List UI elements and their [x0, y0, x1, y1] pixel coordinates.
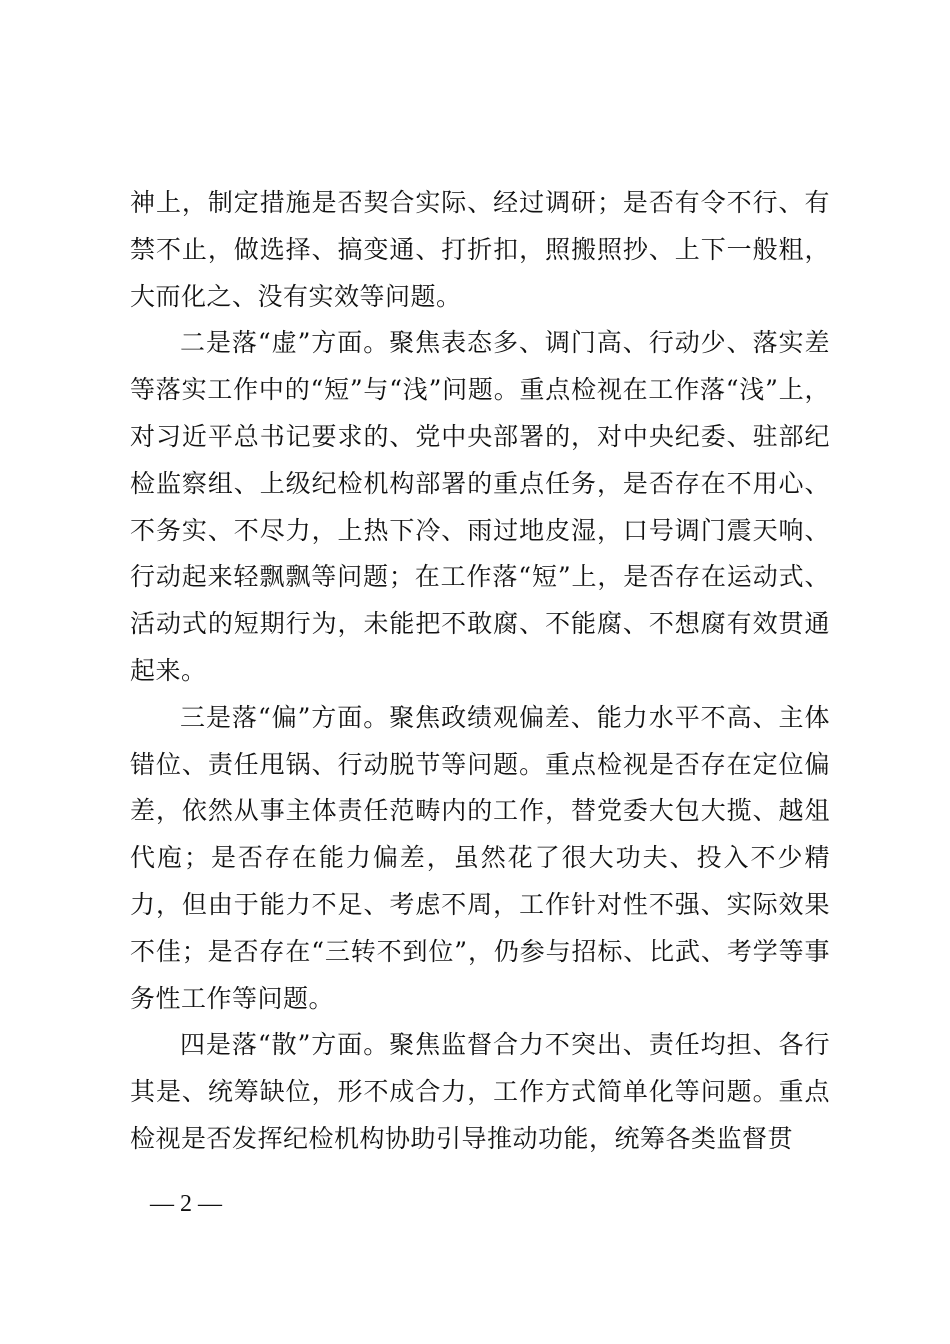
body-text: [130, 180, 830, 1163]
paragraph-continuation: 神上，制定措施是否契合实际、经过调研；是否有令不行、有禁不止，做选择、搞变通、打折扣，照搬照抄、上下一般粗，大而化之、没有实效等问题。: [130, 188, 830, 311]
page-number: — 2 —: [150, 1191, 222, 1217]
paragraph-point-four: 四是落“散”方面。聚焦监督合力不突出、责任均担、各行其是、统筹缺位，形不成合力，工作方式简单化等问题。重点检视是否发挥纪检机构协助引导推动功能，统筹各类监督贯: [130, 1030, 830, 1153]
paragraph-point-two: 二是落“虚”方面。聚焦表态多、调门高、行动少、落实差等落实工作中的“短”与“浅”问题。重点检视在工作落“浅”上，对习近平总书记要求的、党中央部署的，对中央纪委、驻部纪检监察组、上级纪检机构部署的重点任务，是否存在不用心、不务实、不尽力，上热下冷、雨过地皮湿，口号调门震天响、行动起来轻飘飘等问题；在工作落“短”上，是否存在运动式、活动式的短期行为，未能把不敢腐、不能腐、不想腐有效贯通起来。: [130, 328, 830, 685]
paragraph-point-three: 三是落“偏”方面。聚焦政绩观偏差、能力水平不高、主体错位、责任甩锅、行动脱节等问题。重点检视是否存在定位偏差，依然从事主体责任范畴内的工作，替党委大包大揽、越俎代庖；是否存在能力偏差，虽然花了很大功夫、投入不少精力，但由于能力不足、考虑不周，工作针对性不强、实际效果不佳；是否存在“三转不到位”，仍参与招标、比武、考学等事务性工作等问题。: [130, 702, 830, 1013]
